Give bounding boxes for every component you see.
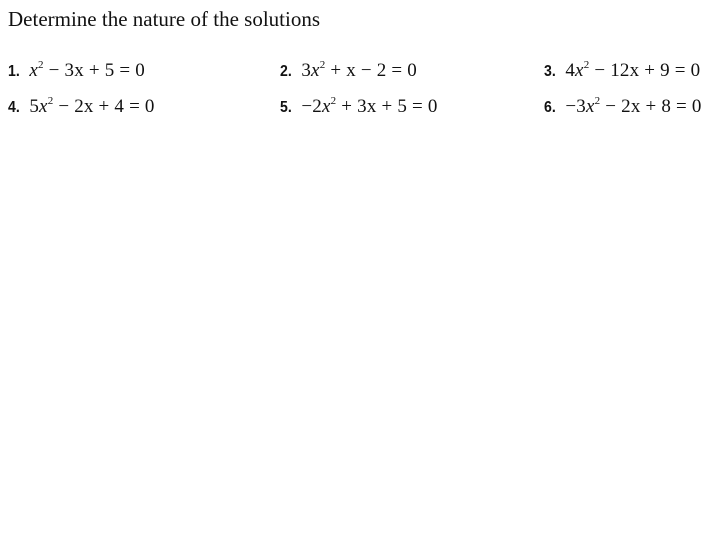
problem-1 [8, 59, 145, 83]
problem-equation: $x^2 - 3x + 5 = 0$ [29, 59, 145, 81]
problem-equation: $-2x^2 + 3x + 5 = 0$ [301, 95, 438, 117]
page-title: Determine the nature of the solutions [8, 7, 320, 31]
problem-6 [544, 95, 702, 119]
problem-number: 1. [8, 63, 20, 80]
problem-5 [280, 95, 438, 119]
problem-equation: $4x^2 - 12x + 9 = 0$ [565, 59, 701, 81]
problem-number: 6. [544, 99, 556, 116]
problem-2 [280, 59, 417, 83]
problem-3 [544, 59, 700, 83]
problem-4 [8, 95, 155, 119]
problem-equation: $5x^2 - 2x + 4 = 0$ [29, 95, 155, 117]
problem-equation: $3x^2 + x - 2 = 0$ [301, 59, 417, 81]
problem-number: 4. [8, 99, 20, 116]
problem-equation: $-3x^2 - 2x + 8 = 0$ [565, 95, 702, 117]
problem-number: 3. [544, 63, 556, 80]
problem-number: 5. [280, 99, 292, 116]
problem-number: 2. [280, 63, 292, 80]
